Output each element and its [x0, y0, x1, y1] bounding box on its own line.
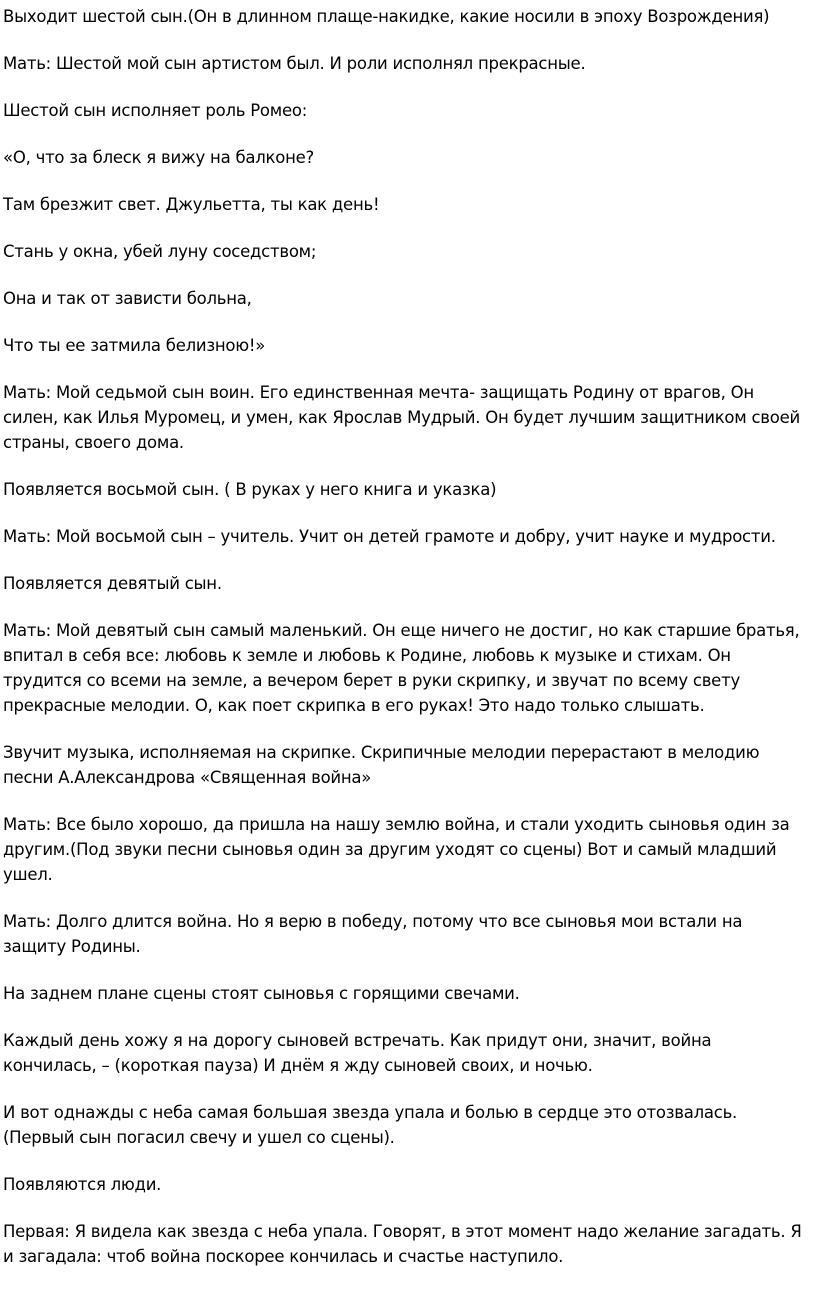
- paragraph-11: Мать: Мой восьмой сын – учитель. Учит он детей грамоте и добру, учит науке и мудрости.: [3, 527, 776, 546]
- paragraph-13: Мать: Мой девятый сын самый маленький. Он еще ничего не достиг, но как старшие братья, впитал в себя все: любовь к земле и любовь к Родине, любовь к музыке и стихам. Он трудится со всеми на земле, а вечером берет в руки скрипку, и звучат по всему свету прекрасные мелодии. О, как поет скрипка в его руках! Это надо только слышать.: [3, 621, 800, 715]
- paragraph-6: Стань у окна, убей луну соседством;: [3, 242, 317, 261]
- paragraph-1: Выходит шестой сын.(Он в длинном плаще-накидке, какие носили в эпоху Возрождения): [3, 7, 770, 26]
- paragraph-8: Что ты ее затмила белизною!»: [3, 336, 266, 355]
- paragraph-20: Появляются люди.: [3, 1175, 162, 1194]
- paragraph-16: Мать: Долго длится война. Но я верю в победу, потому что все сыновья мои встали на защиту Родины.: [3, 912, 743, 956]
- paragraph-17: На заднем плане сцены стоят сыновья с горящими свечами.: [3, 984, 520, 1003]
- paragraph-10: Появляется восьмой сын. ( В руках у него книга и указка): [3, 480, 497, 499]
- paragraph-21: Первая: Я видела как звезда с неба упала. Говорят, в этот момент надо желание загадать. Я и загадала: чтоб война поскорее кончилась и счастье наступило.: [3, 1222, 802, 1266]
- paragraph-2: Мать: Шестой мой сын артистом был. И роли исполнял прекрасные.: [3, 54, 586, 73]
- paragraph-9: Мать: Мой седьмой сын воин. Его единственная мечта- защищать Родину от врагов, Он силен, как Илья Муромец, и умен, как Ярослав Мудрый. Он будет лучшим защитником своей страны, своего дома.: [3, 383, 800, 452]
- paragraph-3: Шестой сын исполняет роль Ромео:: [3, 101, 308, 120]
- document-body: [3, 0, 809, 1291]
- paragraph-19: И вот однажды с неба самая большая звезда упала и болью в сердце это отозвалась. (Первый сын погасил свечу и ушел со сцены).: [3, 1103, 738, 1147]
- paragraph-14: Звучит музыка, исполняемая на скрипке. Скрипичные мелодии перерастают в мелодию песни А.Александрова «Священная война»: [3, 743, 760, 787]
- paragraph-18: Каждый день хожу я на дорогу сыновей встречать. Как придут они, значит, война кончилась, – (короткая пауза) И днём я жду сыновей своих, и ночью.: [3, 1031, 712, 1075]
- paragraph-7: Она и так от зависти больна,: [3, 289, 252, 308]
- paragraph-4: «О, что за блеск я вижу на балконе?: [3, 148, 315, 167]
- paragraph-15: Мать: Все было хорошо, да пришла на нашу землю война, и стали уходить сыновья один за другим.(Под звуки песни сыновья один за другим уходят со сцены) Вот и самый младший ушел.: [3, 815, 790, 884]
- paragraph-12: Появляется девятый сын.: [3, 574, 222, 593]
- paragraph-5: Там брезжит свет. Джульетта, ты как день!: [3, 195, 380, 214]
